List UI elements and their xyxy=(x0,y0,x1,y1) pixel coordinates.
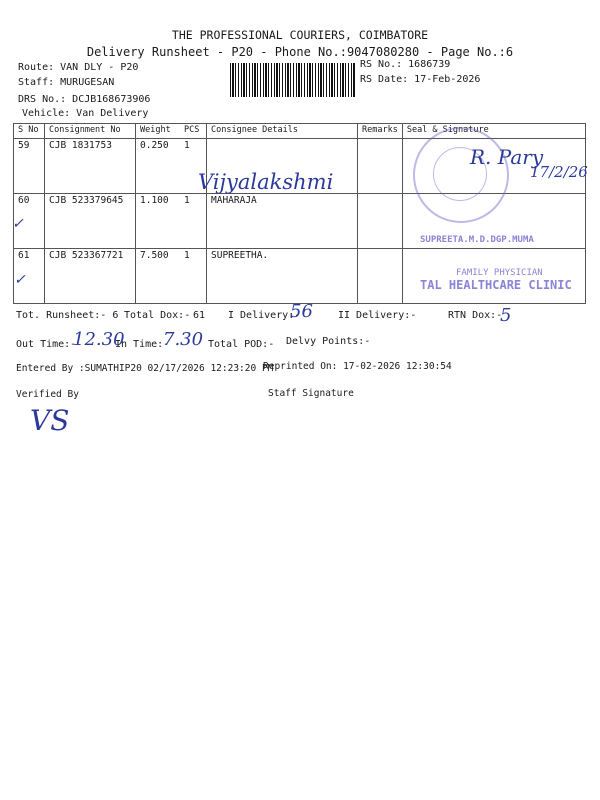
cell-consignment: CJB 523379645 xyxy=(45,194,136,249)
verified-by-label: Verified By xyxy=(16,389,79,400)
route-text: Route: VAN DLY - P20 xyxy=(18,62,139,73)
rs-date: RS Date: 17-Feb-2026 xyxy=(360,74,481,85)
col-consignment: Consignment No xyxy=(45,124,136,139)
ii-delivery-label: II Delivery:- xyxy=(338,310,417,321)
total-dox-label: Total Dox:- xyxy=(124,310,191,321)
verifier-signature: VS xyxy=(30,404,70,437)
entered-by: Entered By :SUMATHIP20 02/17/2026 12:23:20 PM xyxy=(16,363,274,374)
reprinted-on: Reprinted On: 17-02-2026 12:30:54 xyxy=(263,361,452,372)
cell-consignment: CJB 1831753 xyxy=(45,139,136,194)
col-weight: Weight xyxy=(136,124,181,139)
cell-pcs: 1 xyxy=(180,249,207,304)
cell-consignment: CJB 523367721 xyxy=(45,249,136,304)
i-delivery-label: I Delivery:- xyxy=(228,310,301,321)
cell-sno: 61 xyxy=(14,249,45,304)
tick-mark-icon: ✓ xyxy=(12,216,24,232)
col-sno: S No xyxy=(14,124,45,139)
stamp-name-line: SUPREETA.M.D.DGP.MUMA xyxy=(420,235,534,245)
cell-remarks xyxy=(358,194,403,249)
cell-remarks xyxy=(358,249,403,304)
cell-sno: 59 xyxy=(14,139,45,194)
cell-weight: 0.250 xyxy=(136,139,181,194)
col-remarks: Remarks xyxy=(358,124,403,139)
vehicle-text: Vehicle: Van Delivery xyxy=(22,108,149,119)
cell-consignee: SUPREETHA. xyxy=(207,249,358,304)
rtn-dox-value: 5 xyxy=(500,305,512,326)
cell-consignee: MAHARAJA xyxy=(207,194,358,249)
cell-pcs: 1 xyxy=(180,194,207,249)
tick-mark-icon: ✓ xyxy=(14,272,26,288)
col-pcs: PCS xyxy=(180,124,207,139)
cell-pcs: 1 xyxy=(180,139,207,194)
out-time-label: Out Time:- xyxy=(16,339,77,350)
cell-weight: 1.100 xyxy=(136,194,181,249)
i-delivery-value: 56 xyxy=(290,301,313,322)
drs-number: DRS No.: DCJB168673906 xyxy=(18,94,151,105)
total-pod-label: Total POD:- xyxy=(208,339,275,350)
col-consignee: Consignee Details xyxy=(207,124,358,139)
total-dox-value: 61 xyxy=(193,310,206,321)
signature-text: R. Pary xyxy=(470,145,544,169)
staff-signature-label: Staff Signature xyxy=(268,388,354,399)
stamp-clinic-line1: FAMILY PHYSICIAN xyxy=(456,268,543,278)
runsheet-subtitle: Delivery Runsheet - P20 - Phone No.:9047080280 - Page No.:6 xyxy=(86,45,514,59)
total-runsheet: Tot. Runsheet:- 6 xyxy=(16,310,119,321)
barcode xyxy=(230,63,355,97)
rtn-dox-label: RTN Dox:- xyxy=(448,310,503,321)
cell-remarks xyxy=(358,139,403,194)
cell-weight: 7.500 xyxy=(136,249,181,304)
in-time-label: In Time:- xyxy=(115,339,170,350)
stamp-clinic-line2: TAL HEALTHCARE CLINIC xyxy=(420,278,572,292)
handwritten-consignee: Vijyalakshmi xyxy=(198,170,334,194)
in-time-value: 7.30 xyxy=(163,329,204,350)
rs-number: RS No.: 1686739 xyxy=(360,59,451,70)
delivery-points-label: Delvy Points:- xyxy=(286,336,371,347)
cell-sno: 60 xyxy=(14,194,45,249)
staff-text: Staff: MURUGESAN xyxy=(18,77,115,88)
col-seal: Seal & Signature xyxy=(402,124,585,139)
company-title: THE PROFESSIONAL COURIERS, COIMBATORE xyxy=(171,28,429,42)
signature-date: 17/2/26 xyxy=(530,163,588,181)
out-time-value: 12.30 xyxy=(73,329,125,350)
